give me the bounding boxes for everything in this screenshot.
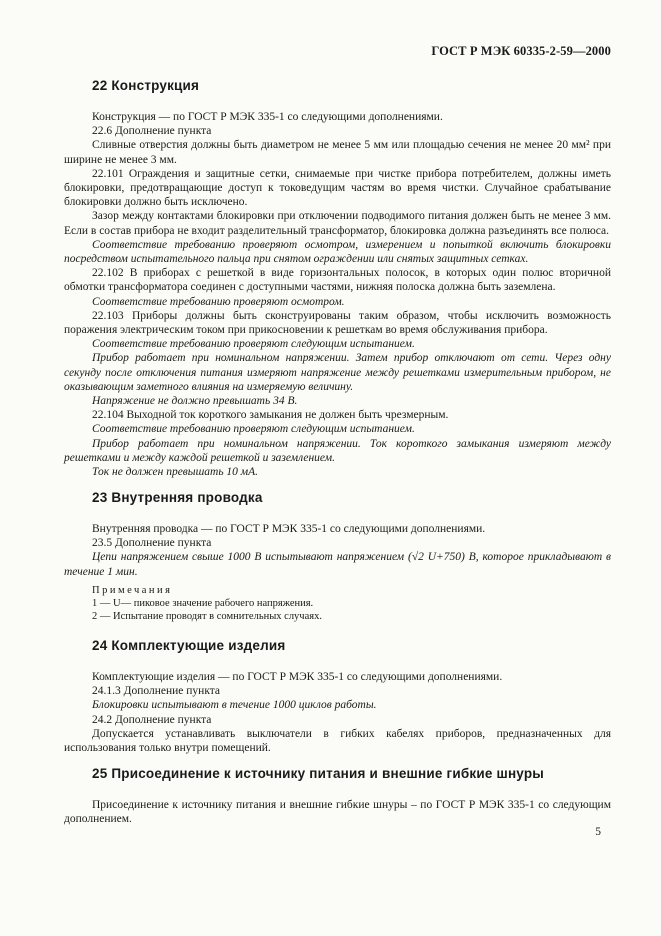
paragraph: Ток не должен превышать 10 мА.: [92, 466, 259, 479]
paragraph: Блокировки испытывают в течение 1000 циклов работы.: [92, 699, 377, 712]
paragraph: Конструкция — по ГОСТ Р МЭК 335-1 со следующими дополнениями.: [92, 111, 443, 123]
paragraph: 23.5 Дополнение пункта: [92, 537, 212, 550]
paragraph: Напряжение не должно превышать 34 В.: [92, 395, 298, 408]
paragraph: 22.6 Дополнение пункта: [92, 125, 212, 138]
page-number: 5: [595, 826, 601, 838]
paragraph: Цепи напряжением свыше 1000 В испытывают напряжением (√2 U+750) В, которое прикладывают в течение 1 мин.: [64, 551, 611, 578]
paragraph: Сливные отверстия должны быть диаметром не менее 5 мм или площадью сечения не менее 20 мм² при ширине не менее 3 мм.: [64, 139, 611, 166]
paragraph: Допускается устанавливать выключатели в гибких кабелях приборов, предназначенных для использования только внутри помещений.: [64, 727, 611, 755]
section-title: 23 Внутренняя проводка: [92, 490, 263, 505]
paragraph: 22.104 Выходной ток короткого замыкания не должен быть чрезмерным.: [92, 409, 449, 422]
section-body: [64, 670, 611, 755]
paragraph: Зазор между контактами блокировки при отключении подводимого питания должен быть не менее 3 мм. Если в состав прибора не входит разделительный трансформатор, блокировка должна разъединять все полюса.: [64, 210, 611, 237]
section-title: 24 Комплектующие изделия: [92, 638, 286, 653]
note-item: 2 — Испытание проводят в сомнительных случаях.: [92, 611, 322, 623]
section-25: [64, 766, 611, 826]
section-body: [64, 110, 611, 479]
paragraph: 24.1.3 Дополнение пункта: [92, 685, 221, 698]
section-23: [64, 490, 611, 624]
section-body: [64, 798, 611, 826]
paragraph: Соответствие требованию проверяют осмотром, измерением и попыткой включить блокировки посредством испытательного пальца при снятом ограждении или снятых защитных сетках.: [64, 238, 611, 266]
notes-heading: Примечания: [92, 584, 173, 596]
paragraph: 22.102 В приборах с решеткой в виде горизонтальных полосок, в которых один полюс вторичной обмотки трансформатора соединен с доступными частями, нижняя полоска должна быть заземлена.: [64, 267, 611, 294]
paragraph: Соответствие требованию проверяют следующим испытанием.: [92, 423, 415, 436]
section-body: [64, 522, 611, 579]
section-24: [64, 638, 611, 755]
paragraph: Комплектующие изделия — по ГОСТ Р МЭК 335-1 со следующими дополнениями.: [92, 671, 503, 683]
paragraph: Прибор работает при номинальном напряжении. Затем прибор отключают от сети. Через одну секунду после отключения питания измеряют напряжение между решетками измерительным прибором, не оказывающим заметного влияния на измеряемую величину.: [64, 352, 611, 393]
paragraph: Соответствие требованию проверяют осмотром.: [92, 295, 345, 308]
paragraph: Прибор работает при номинальном напряжении. Ток короткого замыкания измеряют между решетками и между каждой решеткой и заземлением.: [64, 437, 611, 464]
paragraph: 22.103 Приборы должны быть сконструированы таким образом, чтобы исключить возможность поражения электрическим током при прикосновении к решеткам во время обслуживания прибора.: [64, 309, 611, 337]
paragraph: Соответствие требованию проверяют следующим испытанием.: [92, 338, 415, 351]
paragraph: 24.2 Дополнение пункта: [92, 713, 212, 726]
paragraph: Присоединение к источнику питания и внешние гибкие шнуры – по ГОСТ Р МЭК 335-1 со следующим дополнением.: [64, 799, 611, 826]
note-item: 1 — U— пиковое значение рабочего напряжения.: [92, 597, 314, 609]
section-title: 22 Конструкция: [92, 78, 200, 93]
section-22: [64, 78, 611, 479]
paragraph: Внутренняя проводка — по ГОСТ Р МЭК 335-1 со следующими дополнениями.: [92, 523, 486, 535]
paragraph: 22.101 Ограждения и защитные сетки, снимаемые при чистке прибора потребителем, должны иметь блокировки, предотвращающие доступ к токоведущим частям во время чистки. Случайное срабатывание блокировки должно быть исключено.: [64, 167, 611, 209]
document-code-header: ГОСТ Р МЭК 60335-2-59—2000: [431, 44, 611, 58]
section-title: 25 Присоединение к источнику питания и внешние гибкие шнуры: [92, 766, 544, 781]
